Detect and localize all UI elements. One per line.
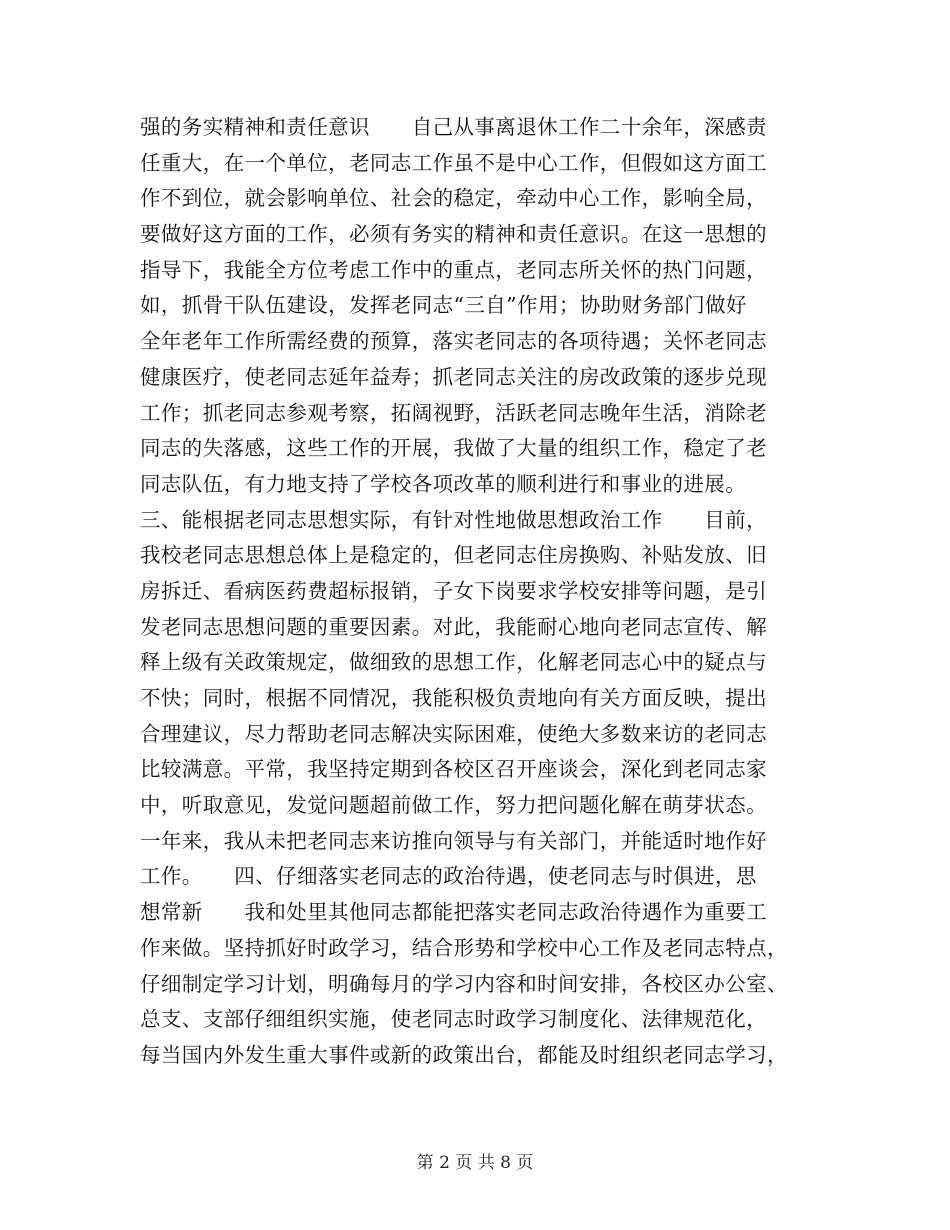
text-line: 工作。 四、仔细落实老同志的政治待遇，使老同志与时俱进，思 [140, 864, 757, 889]
text-line: 发老同志思想问题的重要因素。对此，我能耐心地向老同志宣传、解 [140, 614, 767, 639]
text-line: 要做好这方面的工作，必须有务实的精神和责任意识。在这一思想的 [140, 222, 767, 247]
text-line: 我校老同志思想总体上是稳定的，但老同志住房换购、补贴发放、旧 [140, 543, 767, 568]
text-line: 全年老年工作所需经费的预算，落实老同志的各项待遇；关怀老同志 [140, 329, 767, 354]
body-text [140, 110, 810, 1074]
text-line: 不快；同时，根据不同情况，我能积极负责地向有关方面反映，提出 [140, 686, 767, 710]
text-line: 指导下，我能全方位考虑工作中的重点，老同志所关怀的热门问题， [140, 257, 767, 282]
text-line: 比较满意。平常，我坚持定期到各校区召开座谈会，深化到老同志家 [140, 757, 767, 782]
text-line: 一年来，我从未把老同志来访推向领导与有关部门，并能适时地作好 [140, 828, 767, 853]
text-line: 如，抓骨干队伍建设，发挥老同志“三自”作用；协助财务部门做好 [140, 293, 747, 318]
text-line: 工作；抓老同志参观考察，拓阔视野，活跃老同志晚年生活，消除老 [140, 400, 767, 425]
text-line: 任重大，在一个单位，老同志工作虽不是中心工作，但假如这方面工 [140, 150, 767, 175]
text-line: 中，听取意见，发觉问题超前做工作，努力把问题化解在萌芽状态。 [140, 793, 767, 818]
text-line: 强的务实精神和责任意识 自己从事离退休工作二十余年，深感责 [140, 115, 767, 139]
text-line: 释上级有关政策规定，做细致的思想工作，化解老同志心中的疑点与 [140, 650, 767, 675]
text-line: 合理建议，尽力帮助老同志解决实际困难，使绝大多数来访的老同志 [140, 721, 767, 746]
text-line: 总支、支部仔细组织实施，使老同志时政学习制度化、法律规范化， [140, 1007, 767, 1032]
text-line: 仔细制定学习计划，明确每月的学习内容和时间安排，各校区办公室、 [140, 971, 788, 996]
text-line: 作来做。坚持抓好时政学习，结合形势和学校中心工作及老同志特点， [140, 935, 788, 960]
text-line: 同志队伍，有力地支持了学校各项改革的顺利进行和事业的进展。 [140, 471, 747, 496]
page-footer: 第 2 页 共 8 页 [416, 1153, 534, 1173]
text-line: 作不到位，就会影响单位、社会的稳定，牵动中心工作，影响全局， [140, 186, 767, 211]
text-line: 同志的失落感，这些工作的开展，我做了大量的组织工作，稳定了老 [140, 436, 767, 461]
text-line: 每当国内外发生重大事件或新的政策出台，都能及时组织老同志学习， [140, 1042, 788, 1067]
text-line: 想常新 我和处里其他同志都能把落实老同志政治待遇作为重要工 [140, 900, 767, 925]
text-line: 健康医疗，使老同志延年益寿；抓老同志关注的房改政策的逐步兑现 [140, 364, 767, 389]
text-line: 房拆迁、看病医药费超标报销，子女下岗要求学校安排等问题，是引 [140, 578, 767, 603]
text-line: 三、能根据老同志思想实际，有针对性地做思想政治工作 目前， [140, 507, 767, 532]
